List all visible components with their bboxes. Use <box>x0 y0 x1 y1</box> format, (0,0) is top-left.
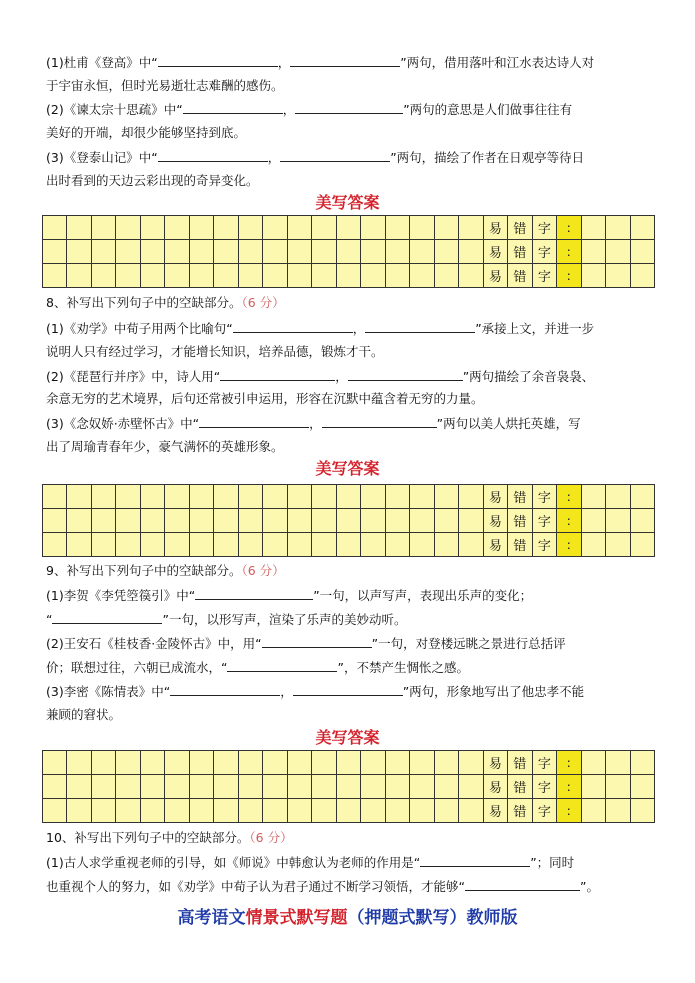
grid-cell[interactable] <box>606 533 630 557</box>
grid-cell[interactable] <box>43 485 67 509</box>
grid-cell[interactable] <box>459 216 483 240</box>
grid-cell[interactable] <box>337 264 361 288</box>
grid-cell[interactable] <box>214 509 238 533</box>
grid-cell[interactable] <box>43 240 67 264</box>
grid-cell[interactable] <box>631 240 655 264</box>
grid-cell[interactable] <box>312 264 336 288</box>
grid-cell[interactable] <box>263 775 287 799</box>
grid-cell[interactable] <box>67 485 91 509</box>
grid-cell[interactable] <box>361 216 385 240</box>
answer-blank[interactable] <box>220 368 335 381</box>
answer-blank[interactable] <box>420 854 530 867</box>
grid-cell[interactable] <box>312 533 336 557</box>
grid-cell[interactable] <box>582 216 606 240</box>
grid-cell[interactable] <box>435 264 459 288</box>
label-yi: 易 <box>484 240 508 264</box>
grid-cell[interactable] <box>435 751 459 775</box>
grid-cell[interactable] <box>606 264 630 288</box>
grid-cell[interactable] <box>214 751 238 775</box>
grid-cell[interactable] <box>43 533 67 557</box>
grid-cell[interactable] <box>337 533 361 557</box>
q9-line-3: (2)王安石《桂枝香·金陵怀古》中，用“ ”一句，对登楼远眺之景进行总括评 <box>46 636 566 651</box>
grid-cell[interactable] <box>361 240 385 264</box>
grid-cell[interactable] <box>582 509 606 533</box>
grid-cell[interactable] <box>263 509 287 533</box>
q9-line-5: (3)李密《陈情表》中“ ， ”两句，形象地写出了他忠孝不能 <box>46 684 585 699</box>
grid-cell[interactable] <box>92 216 116 240</box>
grid-cell[interactable] <box>435 216 459 240</box>
grid-cell[interactable] <box>312 216 336 240</box>
answer-blank[interactable] <box>233 320 353 333</box>
grid-cell[interactable] <box>312 799 336 823</box>
grid-cell[interactable] <box>459 485 483 509</box>
grid-cell[interactable] <box>190 264 214 288</box>
grid-cell[interactable] <box>631 216 655 240</box>
grid-cell[interactable] <box>239 509 263 533</box>
label-zi: 字 <box>533 775 557 799</box>
grid-cell[interactable] <box>631 485 655 509</box>
grid-cell[interactable] <box>288 775 312 799</box>
label-zi: 字 <box>533 264 557 288</box>
grid-cell[interactable] <box>263 799 287 823</box>
label-colon: : <box>557 264 581 288</box>
q9-line-6: 兼顾的窘状。 <box>46 707 122 722</box>
answer-blank[interactable] <box>170 683 280 696</box>
label-cuo: 错 <box>508 775 532 799</box>
grid-cell[interactable] <box>190 799 214 823</box>
q9-line-1: (1)李贺《李凭箜篌引》中“ ”一句，以声写声，表现出乐声的变化； <box>46 588 533 603</box>
grid-cell[interactable] <box>43 216 67 240</box>
grid-cell[interactable] <box>386 216 410 240</box>
grid-cell[interactable] <box>606 216 630 240</box>
label-colon: : <box>557 751 581 775</box>
grid-cell[interactable] <box>288 533 312 557</box>
grid-cell[interactable] <box>361 485 385 509</box>
label-zi: 字 <box>533 485 557 509</box>
grid-cell[interactable] <box>337 240 361 264</box>
grid-cell[interactable] <box>312 775 336 799</box>
grid-cell[interactable] <box>239 240 263 264</box>
answer-blank[interactable] <box>158 54 278 67</box>
grid-cell[interactable] <box>410 751 434 775</box>
grid-cell[interactable] <box>582 799 606 823</box>
grid-cell[interactable] <box>165 264 189 288</box>
grid-cell[interactable] <box>288 240 312 264</box>
grid-cell[interactable] <box>165 240 189 264</box>
grid-cell[interactable] <box>43 775 67 799</box>
grid-cell[interactable] <box>141 799 165 823</box>
answer-grid[interactable] <box>42 750 655 823</box>
grid-cell[interactable] <box>410 264 434 288</box>
grid-cell[interactable] <box>141 533 165 557</box>
s7-line-4: 美好的开端，却很少能够坚持到底。 <box>46 125 247 140</box>
page-footer-title: 高考语文情景式默写题（押题式默写）教师版 <box>177 908 518 928</box>
grid-cell[interactable] <box>386 799 410 823</box>
grid-cell[interactable] <box>141 509 165 533</box>
grid-cell[interactable] <box>631 799 655 823</box>
grid-cell[interactable] <box>337 799 361 823</box>
label-colon: : <box>557 485 581 509</box>
label-cuo: 错 <box>508 485 532 509</box>
answer-title: 美写答案 <box>315 193 380 212</box>
grid-cell[interactable] <box>141 775 165 799</box>
grid-cell[interactable] <box>459 775 483 799</box>
answer-blank[interactable] <box>158 149 268 162</box>
grid-cell[interactable] <box>116 751 140 775</box>
grid-cell[interactable] <box>116 533 140 557</box>
grid-cell[interactable] <box>386 775 410 799</box>
answer-grid[interactable] <box>42 484 655 557</box>
label-zi: 字 <box>533 533 557 557</box>
answer-blank[interactable] <box>365 320 475 333</box>
grid-cell[interactable] <box>386 751 410 775</box>
answer-blank[interactable] <box>262 635 372 648</box>
grid-cell[interactable] <box>239 485 263 509</box>
grid-cell[interactable] <box>165 485 189 509</box>
label-cuo: 错 <box>508 264 532 288</box>
grid-cell[interactable] <box>141 485 165 509</box>
grid-cell[interactable] <box>190 240 214 264</box>
label-cuo: 错 <box>508 751 532 775</box>
label-cuo: 错 <box>508 533 532 557</box>
grid-cell[interactable] <box>239 775 263 799</box>
q8-line-3: (2)《琵琶行并序》中，诗人用“ ， ”两句描绘了余音袅袅、 <box>46 369 595 384</box>
s7-line-6: 出时看到的天边云彩出现的奇异变化。 <box>46 173 259 188</box>
answer-blank[interactable] <box>183 101 283 114</box>
grid-cell[interactable] <box>361 775 385 799</box>
label-cuo: 错 <box>508 509 532 533</box>
grid-cell[interactable] <box>631 509 655 533</box>
grid-cell[interactable] <box>361 751 385 775</box>
grid-cell[interactable] <box>288 264 312 288</box>
q9-line-2: “ ”一句，以形写声，渲染了乐声的美妙动听。 <box>46 612 407 627</box>
s7-line-5: (3)《登泰山记》中“ ， ”两句，描绘了作者在日观亭等待日 <box>46 150 585 165</box>
grid-cell[interactable] <box>263 751 287 775</box>
grid-cell[interactable] <box>312 240 336 264</box>
label-colon: : <box>557 799 581 823</box>
grid-cell[interactable] <box>435 485 459 509</box>
grid-cell[interactable] <box>116 216 140 240</box>
grid-cell[interactable] <box>165 799 189 823</box>
answer-blank[interactable] <box>52 611 162 624</box>
grid-cell[interactable] <box>239 216 263 240</box>
s7-line-3: (2)《谏太宗十思疏》中“ ， ”两句的意思是人们做事往往有 <box>46 102 573 117</box>
grid-cell[interactable] <box>43 751 67 775</box>
q10-line-1: (1)古人求学重视老师的引导，如《师说》中韩愈认为老师的作用是“ ”；同时 <box>46 855 575 870</box>
grid-cell[interactable] <box>67 751 91 775</box>
grid-cell[interactable] <box>606 799 630 823</box>
grid-cell[interactable] <box>410 533 434 557</box>
grid-cell[interactable] <box>361 509 385 533</box>
grid-cell[interactable] <box>116 264 140 288</box>
grid-cell[interactable] <box>631 264 655 288</box>
q8-heading: 8、补写出下列句子中的空缺部分。（6 分） <box>46 295 285 310</box>
answer-blank[interactable] <box>293 683 403 696</box>
grid-cell[interactable] <box>288 751 312 775</box>
grid-cell[interactable] <box>410 799 434 823</box>
label-zi: 字 <box>533 240 557 264</box>
grid-cell[interactable] <box>263 533 287 557</box>
grid-cell[interactable] <box>606 240 630 264</box>
grid-cell[interactable] <box>190 533 214 557</box>
grid-cell[interactable] <box>435 533 459 557</box>
answer-blank[interactable] <box>280 149 390 162</box>
label-yi: 易 <box>484 799 508 823</box>
grid-cell[interactable] <box>410 509 434 533</box>
label-colon: : <box>557 775 581 799</box>
grid-cell[interactable] <box>386 240 410 264</box>
grid-cell[interactable] <box>239 751 263 775</box>
answer-title: 美写答案 <box>315 459 380 478</box>
grid-cell[interactable] <box>288 509 312 533</box>
grid-cell[interactable] <box>141 216 165 240</box>
grid-cell[interactable] <box>263 264 287 288</box>
grid-cell[interactable] <box>67 264 91 288</box>
grid-cell[interactable] <box>116 485 140 509</box>
grid-cell[interactable] <box>67 240 91 264</box>
grid-cell[interactable] <box>312 485 336 509</box>
grid-cell[interactable] <box>606 485 630 509</box>
grid-cell[interactable] <box>435 799 459 823</box>
grid-cell[interactable] <box>459 533 483 557</box>
grid-cell[interactable] <box>92 751 116 775</box>
grid-cell[interactable] <box>312 509 336 533</box>
grid-cell[interactable] <box>582 264 606 288</box>
grid-cell[interactable] <box>92 485 116 509</box>
grid-cell[interactable] <box>361 799 385 823</box>
grid-cell[interactable] <box>67 216 91 240</box>
answer-blank[interactable] <box>322 415 437 428</box>
q8-line-5: (3)《念奴娇·赤壁怀古》中“ ， ”两句以美人烘托英雄，写 <box>46 416 581 431</box>
label-yi: 易 <box>484 775 508 799</box>
label-yi: 易 <box>484 509 508 533</box>
grid-cell[interactable] <box>386 264 410 288</box>
grid-cell[interactable] <box>582 485 606 509</box>
grid-cell[interactable] <box>116 240 140 264</box>
answer-grid[interactable] <box>42 215 655 288</box>
answer-blank[interactable] <box>465 878 580 891</box>
answer-blank[interactable] <box>290 54 400 67</box>
grid-cell[interactable] <box>337 216 361 240</box>
label-colon: : <box>557 216 581 240</box>
label-zi: 字 <box>533 216 557 240</box>
q9-heading: 9、补写出下列句子中的空缺部分。（6 分） <box>46 563 285 578</box>
label-cuo: 错 <box>508 799 532 823</box>
grid-cell[interactable] <box>43 264 67 288</box>
grid-cell[interactable] <box>263 216 287 240</box>
grid-cell[interactable] <box>288 485 312 509</box>
grid-cell[interactable] <box>288 799 312 823</box>
grid-cell[interactable] <box>337 509 361 533</box>
label-yi: 易 <box>484 264 508 288</box>
grid-cell[interactable] <box>67 799 91 823</box>
q9-line-4: 价；联想过往，六朝已成流水，“ ”，不禁产生惆怅之感。 <box>46 660 469 675</box>
grid-cell[interactable] <box>459 509 483 533</box>
grid-cell[interactable] <box>410 216 434 240</box>
grid-cell[interactable] <box>190 485 214 509</box>
grid-cell[interactable] <box>92 264 116 288</box>
grid-cell[interactable] <box>43 799 67 823</box>
grid-cell[interactable] <box>239 264 263 288</box>
grid-cell[interactable] <box>67 775 91 799</box>
grid-cell[interactable] <box>410 775 434 799</box>
grid-cell[interactable] <box>459 751 483 775</box>
grid-cell[interactable] <box>631 751 655 775</box>
grid-cell[interactable] <box>263 240 287 264</box>
grid-cell[interactable] <box>459 240 483 264</box>
grid-cell[interactable] <box>214 264 238 288</box>
grid-cell[interactable] <box>214 240 238 264</box>
grid-cell[interactable] <box>361 533 385 557</box>
s7-line-1: (1)杜甫《登高》中“ ， ”两句，借用落叶和江水表达诗人对 <box>46 55 595 70</box>
grid-cell[interactable] <box>631 533 655 557</box>
grid-cell[interactable] <box>606 775 630 799</box>
answer-blank[interactable] <box>227 659 337 672</box>
label-cuo: 错 <box>508 216 532 240</box>
label-colon: : <box>557 240 581 264</box>
label-zi: 字 <box>533 751 557 775</box>
grid-cell[interactable] <box>92 240 116 264</box>
grid-cell[interactable] <box>165 216 189 240</box>
answer-blank[interactable] <box>195 587 313 600</box>
grid-cell[interactable] <box>165 775 189 799</box>
answer-blank[interactable] <box>348 368 463 381</box>
grid-cell[interactable] <box>67 509 91 533</box>
label-colon: : <box>557 509 581 533</box>
grid-cell[interactable] <box>165 751 189 775</box>
grid-cell[interactable] <box>435 509 459 533</box>
grid-cell[interactable] <box>92 533 116 557</box>
grid-cell[interactable] <box>582 751 606 775</box>
grid-cell[interactable] <box>116 799 140 823</box>
grid-cell[interactable] <box>337 485 361 509</box>
grid-cell[interactable] <box>386 533 410 557</box>
grid-cell[interactable] <box>386 509 410 533</box>
q8-line-4: 余意无穷的艺术境界，后句还常被引申运用，形容在沉默中蕴含着无穷的力量。 <box>46 391 484 406</box>
grid-cell[interactable] <box>190 216 214 240</box>
grid-cell[interactable] <box>239 533 263 557</box>
label-zi: 字 <box>533 509 557 533</box>
grid-cell[interactable] <box>43 509 67 533</box>
answer-blank[interactable] <box>295 101 403 114</box>
grid-cell[interactable] <box>67 533 91 557</box>
grid-cell[interactable] <box>92 775 116 799</box>
q8-line-2: 说明人只有经过学习，才能增长知识，培养品德，锻炼才干。 <box>46 344 384 359</box>
answer-blank[interactable] <box>199 415 309 428</box>
grid-cell[interactable] <box>582 240 606 264</box>
grid-cell[interactable] <box>582 533 606 557</box>
grid-cell[interactable] <box>141 751 165 775</box>
grid-cell[interactable] <box>116 775 140 799</box>
q8-line-6: 出了周瑜青春年少，豪气满怀的英雄形象。 <box>46 439 284 454</box>
grid-cell[interactable] <box>606 751 630 775</box>
grid-cell[interactable] <box>214 799 238 823</box>
grid-cell[interactable] <box>165 533 189 557</box>
label-cuo: 错 <box>508 240 532 264</box>
q8-line-1: (1)《劝学》中荀子用两个比喻句“ ， ”承接上文，并进一步 <box>46 321 595 336</box>
grid-cell[interactable] <box>312 751 336 775</box>
label-yi: 易 <box>484 751 508 775</box>
grid-cell[interactable] <box>361 264 385 288</box>
grid-cell[interactable] <box>116 509 140 533</box>
grid-cell[interactable] <box>410 485 434 509</box>
grid-cell[interactable] <box>190 751 214 775</box>
grid-cell[interactable] <box>214 533 238 557</box>
s7-line-2: 于宇宙永恒，但时光易逝壮志难酬的感伤。 <box>46 78 284 93</box>
grid-cell[interactable] <box>92 799 116 823</box>
grid-cell[interactable] <box>190 775 214 799</box>
grid-cell[interactable] <box>141 264 165 288</box>
grid-cell[interactable] <box>239 799 263 823</box>
grid-cell[interactable] <box>606 509 630 533</box>
label-yi: 易 <box>484 485 508 509</box>
grid-cell[interactable] <box>214 485 238 509</box>
grid-cell[interactable] <box>263 485 287 509</box>
label-yi: 易 <box>484 216 508 240</box>
grid-cell[interactable] <box>459 264 483 288</box>
grid-cell[interactable] <box>631 775 655 799</box>
grid-cell[interactable] <box>410 240 434 264</box>
grid-cell[interactable] <box>165 509 189 533</box>
answer-title: 美写答案 <box>315 728 380 747</box>
grid-cell[interactable] <box>288 216 312 240</box>
grid-cell[interactable] <box>141 240 165 264</box>
q10-heading: 10、补写出下列句子中的空缺部分。（6 分） <box>46 830 293 845</box>
q10-line-2: 也重视个人的努力，如《劝学》中荀子认为君子通过不断学习领悟，才能够“ ”。 <box>46 879 599 894</box>
grid-cell[interactable] <box>214 216 238 240</box>
label-colon: : <box>557 533 581 557</box>
grid-cell[interactable] <box>582 775 606 799</box>
grid-cell[interactable] <box>337 751 361 775</box>
grid-cell[interactable] <box>214 775 238 799</box>
grid-cell[interactable] <box>190 509 214 533</box>
grid-cell[interactable] <box>459 799 483 823</box>
grid-cell[interactable] <box>337 775 361 799</box>
grid-cell[interactable] <box>435 240 459 264</box>
label-yi: 易 <box>484 533 508 557</box>
grid-cell[interactable] <box>386 485 410 509</box>
grid-cell[interactable] <box>92 509 116 533</box>
label-zi: 字 <box>533 799 557 823</box>
grid-cell[interactable] <box>435 775 459 799</box>
